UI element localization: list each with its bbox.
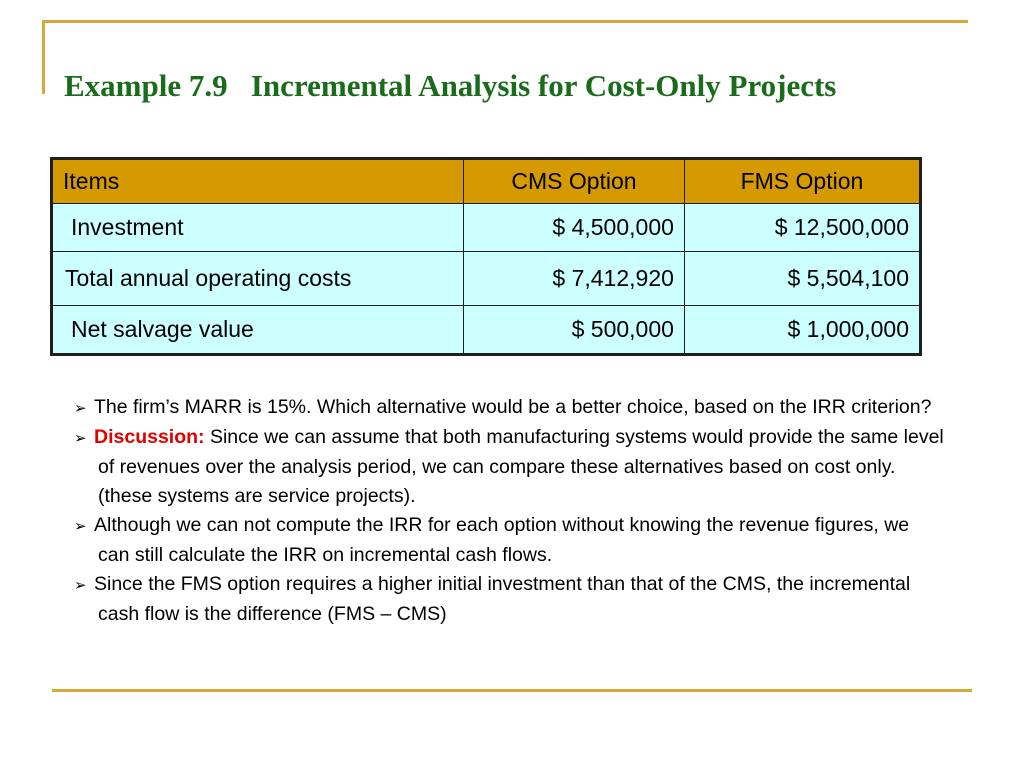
table-row	[52, 252, 921, 306]
comparison-table	[50, 157, 922, 356]
bullet-list	[74, 393, 944, 629]
slide-title: Example 7.9 Incremental Analysis for Cost-Only Projects	[64, 68, 837, 103]
row-cms-value: $ 500,000	[464, 306, 685, 355]
arrow-bullet-icon: ➢	[74, 518, 87, 535]
frame-left-line	[42, 20, 45, 94]
row-fms-value: $ 12,500,000	[684, 204, 920, 252]
frame-bottom-line	[52, 689, 972, 692]
row-fms-value: $ 1,000,000	[684, 306, 920, 355]
row-cms-value: $ 7,412,920	[464, 252, 685, 306]
row-item-label: Net salvage value	[52, 306, 464, 355]
header-fms-option: FMS Option	[684, 159, 920, 204]
arrow-bullet-icon: ➢	[74, 400, 87, 417]
table-row	[52, 204, 921, 252]
list-item	[74, 570, 944, 629]
row-item-label: Total annual operating costs	[52, 252, 464, 306]
list-item	[74, 393, 944, 423]
header-items: Items	[52, 159, 464, 204]
discussion-label: Discussion:	[94, 426, 205, 448]
table-row	[52, 306, 921, 355]
header-cms-option: CMS Option	[464, 159, 685, 204]
arrow-bullet-icon: ➢	[74, 577, 87, 594]
frame-top-line	[42, 20, 968, 23]
row-cms-value: $ 4,500,000	[464, 204, 685, 252]
bullet-text: Since the FMS option requires a higher initial investment than that of the CMS, the incremental cash flow is the difference (FMS – CMS)	[94, 573, 911, 625]
bullet-text: Although we can not compute the IRR for each option without knowing the revenue figures, we can still calculate the IRR on incremental cash flows.	[94, 514, 910, 566]
list-item	[74, 423, 944, 511]
table-header-row	[52, 159, 921, 204]
arrow-bullet-icon: ➢	[74, 430, 87, 447]
bullet-text: The firm’s MARR is 15%. Which alternative would be a better choice, based on the IRR criterion?	[94, 396, 932, 418]
row-fms-value: $ 5,504,100	[684, 252, 920, 306]
row-item-label: Investment	[52, 204, 464, 252]
bullet-text: Since we can assume that both manufacturing systems would provide the same level of revenues over the analysis period, we can compare these alternatives based on cost only. (these systems are service projects).	[98, 426, 944, 507]
list-item	[74, 511, 944, 570]
